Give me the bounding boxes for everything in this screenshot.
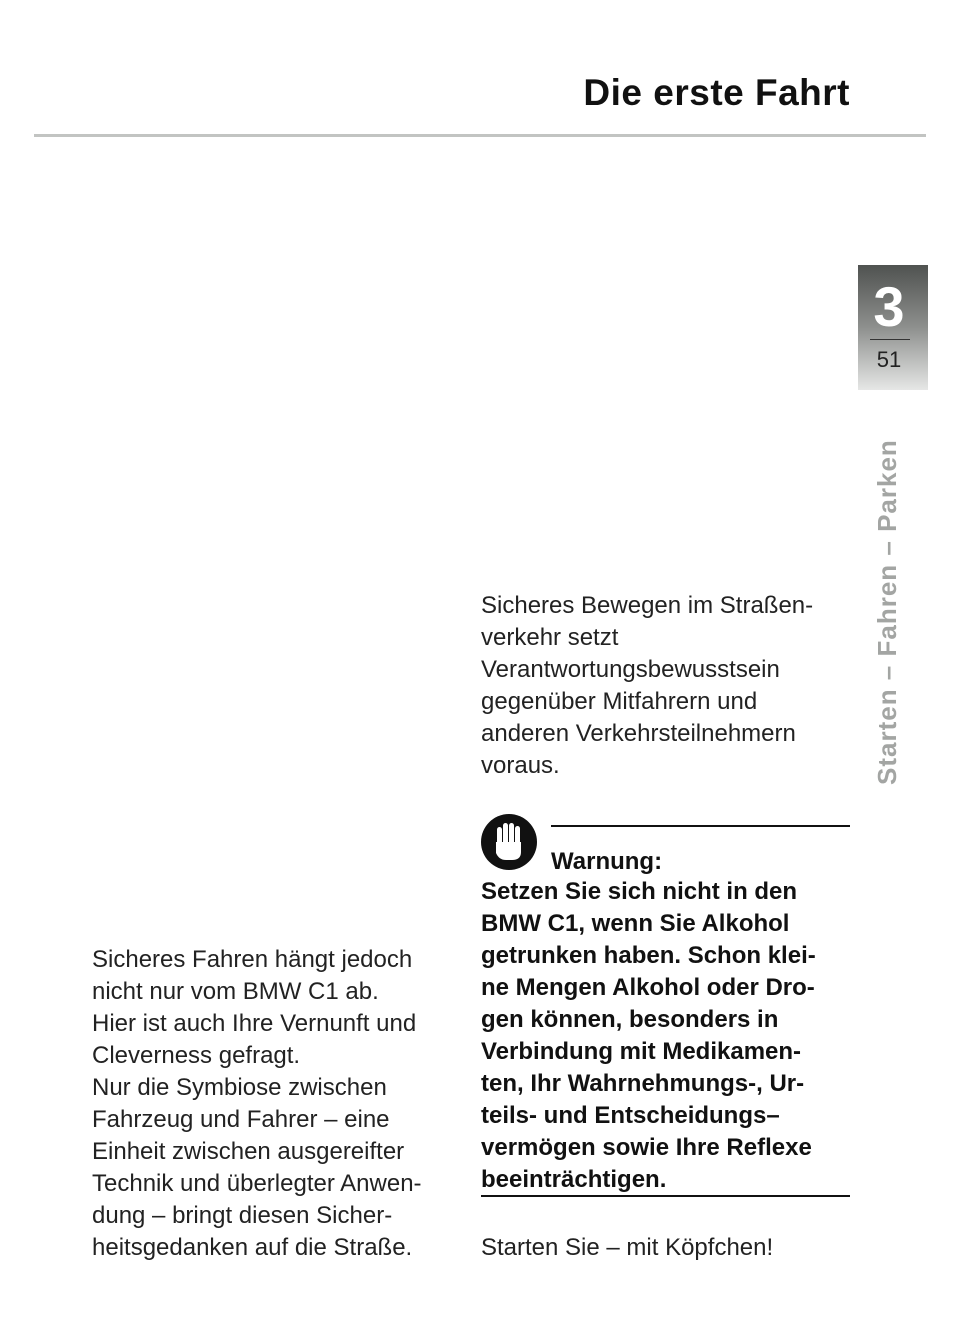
text-line: gen können, besonders in <box>481 1006 779 1033</box>
text-line: Einheit zwischen ausgereifter <box>92 1138 405 1165</box>
warning-text <box>481 876 861 1196</box>
warning-label: Warnung: <box>551 848 663 875</box>
text-line: Cleverness gefragt. <box>92 1042 301 1069</box>
text-line: Fahrzeug und Fahrer – eine <box>92 1106 390 1133</box>
text-line: ten, Ihr Wahrnehmungs-, Ur- <box>481 1070 805 1097</box>
intro-paragraph <box>481 590 861 782</box>
text-line: nicht nur vom BMW C1 ab. <box>92 978 379 1005</box>
header-divider <box>34 134 926 137</box>
text-line: Verantwortungsbewusstsein <box>481 656 780 683</box>
text-line: anderen Verkehrsteilnehmern <box>481 720 796 747</box>
text-line: vermögen sowie Ihre Reflexe <box>481 1134 812 1161</box>
text-line: Setzen Sie sich nicht in den <box>481 878 798 905</box>
text-line: Technik und überlegter Anwen- <box>92 1170 422 1197</box>
warning-top-rule <box>551 825 850 827</box>
text-line: verkehr setzt <box>481 624 619 651</box>
chapter-divider <box>870 339 910 340</box>
text-line: teils- und Entscheidungs– <box>481 1102 780 1129</box>
text-line: beeinträchtigen. <box>481 1166 667 1193</box>
text-line: voraus. <box>481 752 560 779</box>
page-title: Die erste Fahrt <box>583 72 850 113</box>
text-line: heitsgedanken auf die Straße. <box>92 1234 413 1261</box>
chapter-tab <box>858 265 928 390</box>
text-line: dung – bringt diesen Sicher- <box>92 1202 393 1229</box>
text-line: Sicheres Fahren hängt jedoch <box>92 946 413 973</box>
text-line: Nur die Symbiose zwischen <box>92 1074 387 1101</box>
text-line: Hier ist auch Ihre Vernunft und <box>92 1010 417 1037</box>
body-paragraph <box>92 944 472 1264</box>
text-line: BMW C1, wenn Sie Alkohol <box>481 910 790 937</box>
text-line: ne Mengen Alkohol oder Dro- <box>481 974 815 1001</box>
stop-hand-icon <box>479 812 539 872</box>
text-line: Sicheres Bewegen im Straßen- <box>481 592 814 619</box>
chapter-side-title: Starten – Fahren – Parken <box>872 439 902 785</box>
text-line: gegenüber Mitfahrern und <box>481 688 758 715</box>
text-line: getrunken haben. Schon klei- <box>481 942 816 969</box>
closing-line: Starten Sie – mit Köpfchen! <box>481 1234 774 1261</box>
warning-bottom-rule <box>481 1195 850 1197</box>
text-line: Verbindung mit Medikamen- <box>481 1038 802 1065</box>
chapter-number: 3 <box>873 275 905 338</box>
page-number: 51 <box>876 347 902 372</box>
